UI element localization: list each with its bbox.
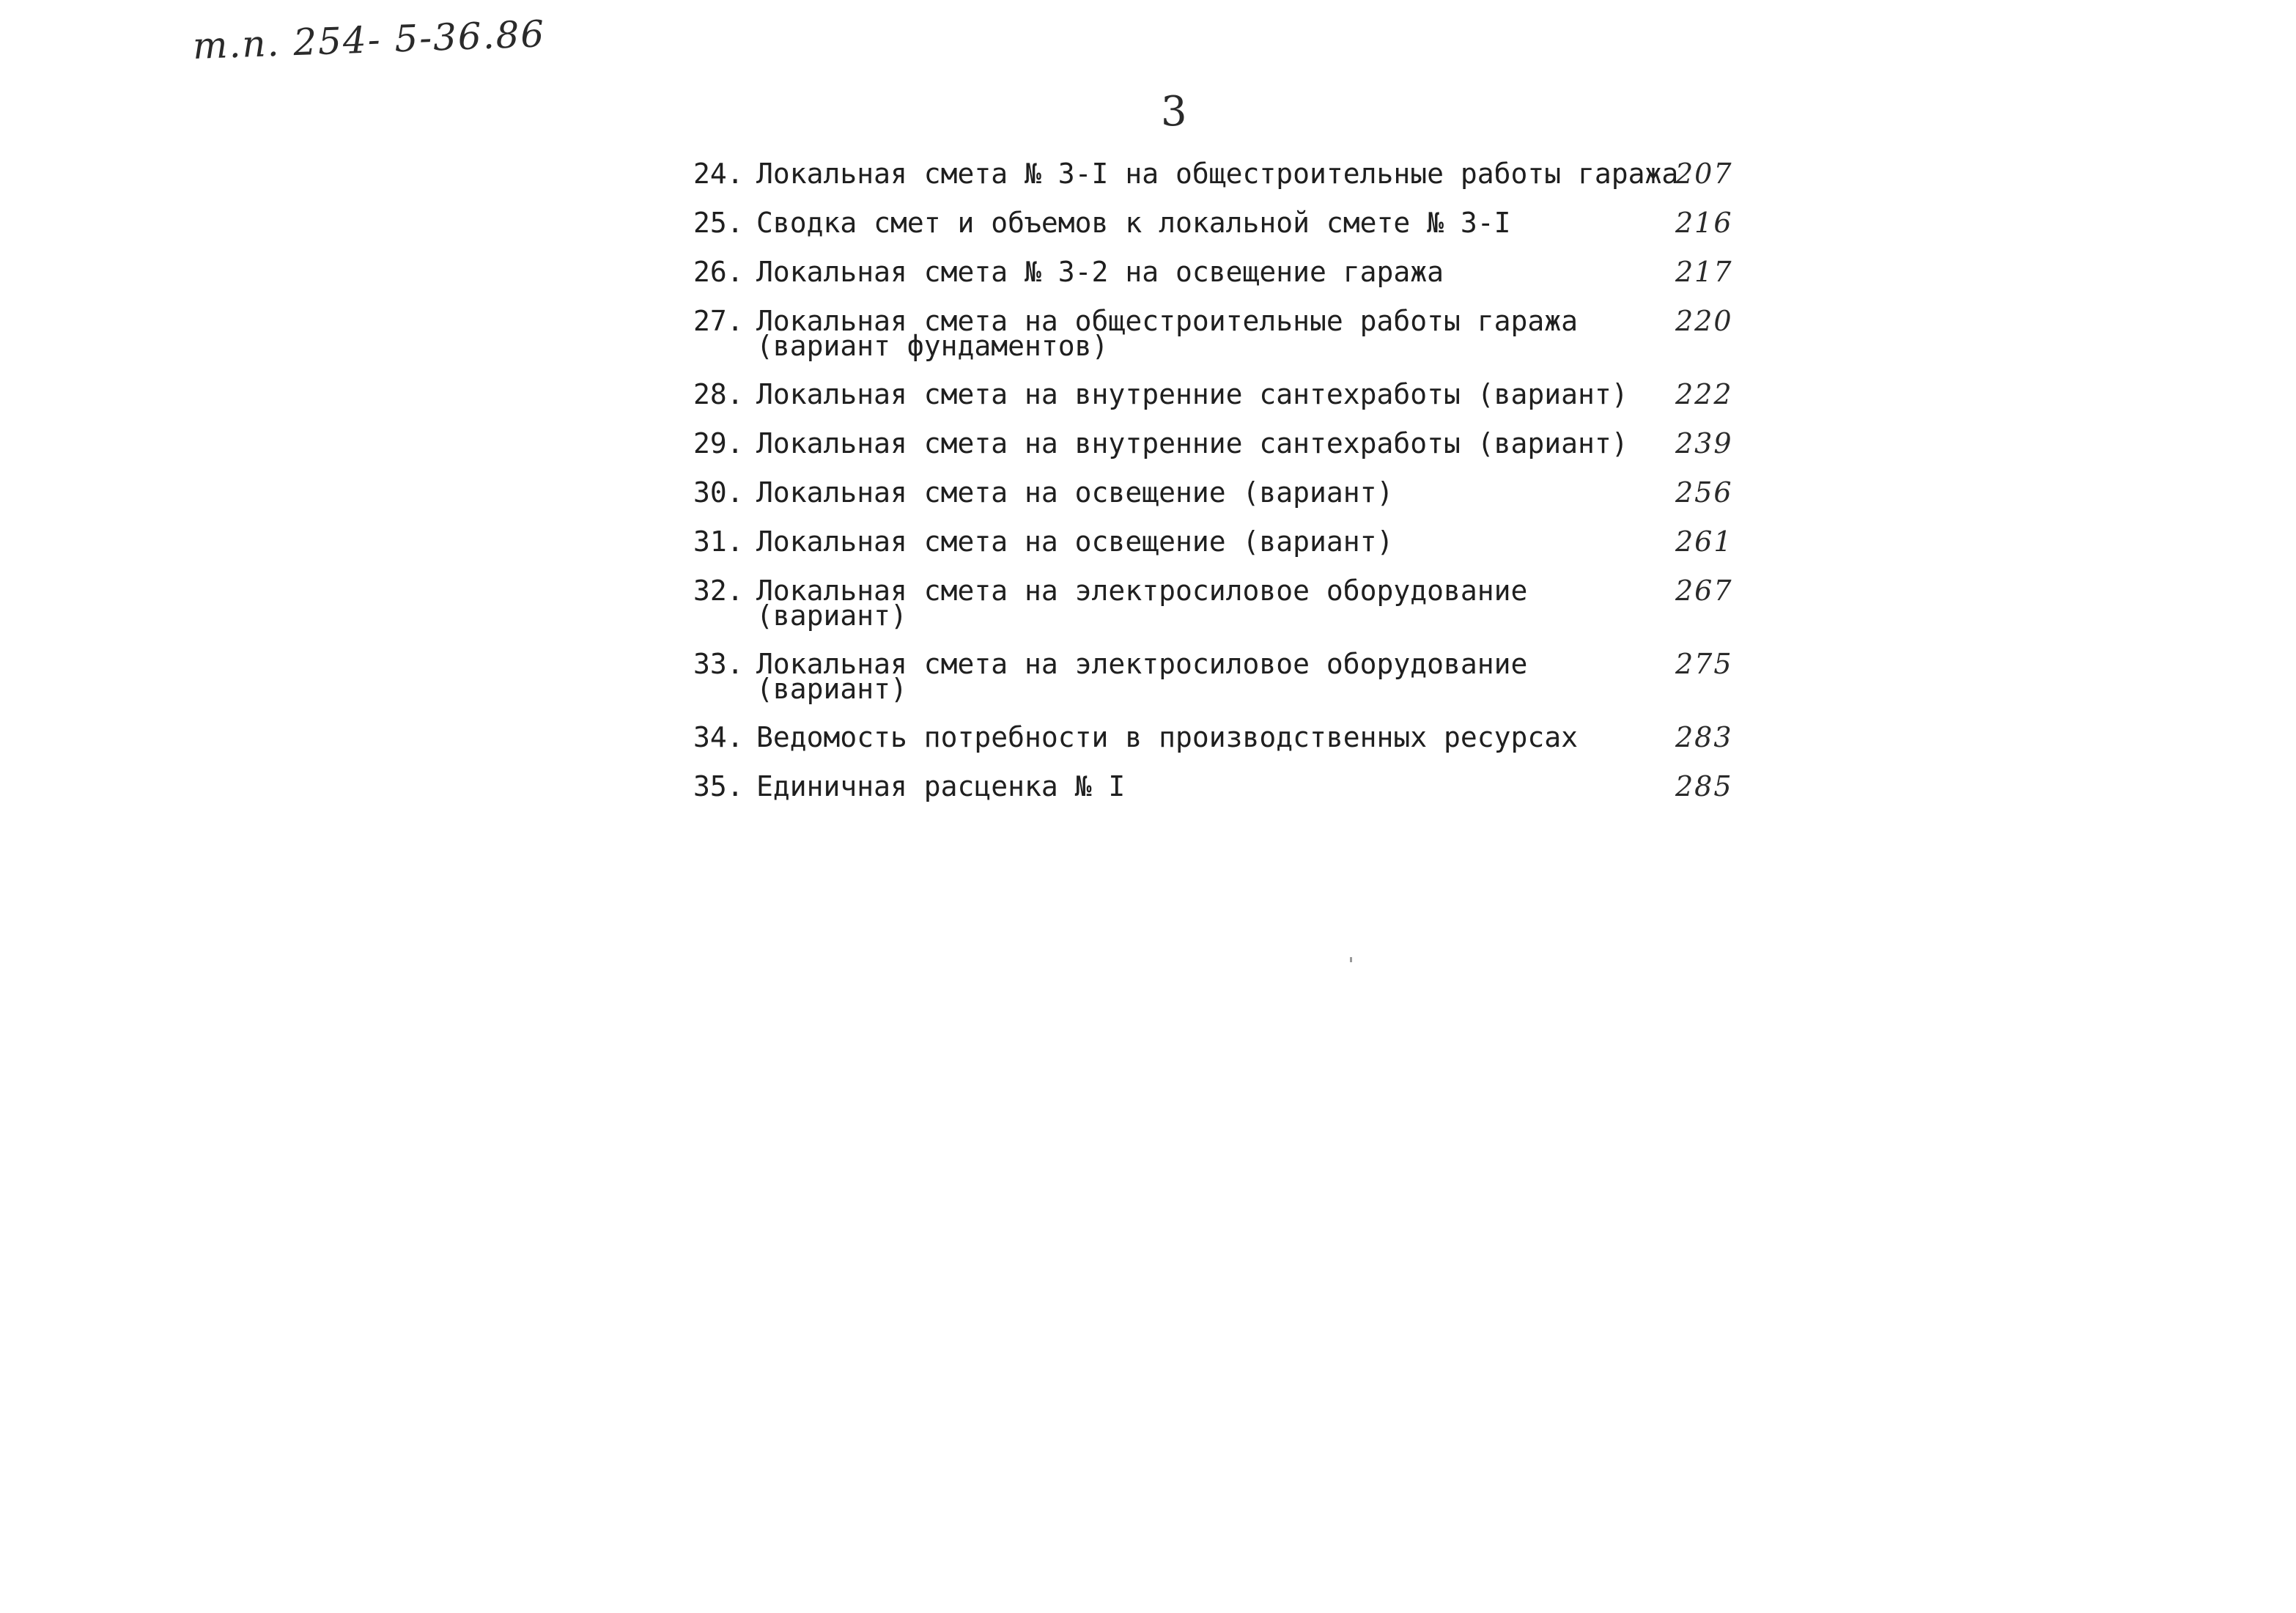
toc-entry-26 [693,256,1749,309]
toc-entry-25 [693,207,1749,259]
toc-entry-35 [693,770,1749,823]
entry-number: 25. [693,207,744,239]
entry-title: Локальная смета на освещение (вариант) [756,476,1394,509]
toc-entry-28 [693,378,1749,431]
entry-page: 285 [1675,770,1733,802]
entry-page: 256 [1675,476,1733,509]
entry-page: 220 [1675,305,1733,337]
entry-title: Локальная смета на внутренние сантехработы (вариант) [756,427,1628,459]
entry-number: 26. [693,256,744,288]
entry-number: 34. [693,721,744,753]
drawing-code: т.п. 254- 5-36.86 [192,12,547,67]
entry-title: Локальная смета № 3-I на общестроительные работы гаража [756,158,1679,190]
entry-title: Сводка смет и объемов к локальной смете № 3-I [756,207,1511,239]
entry-page: 267 [1675,575,1733,607]
entry-page: 222 [1675,378,1733,410]
entry-title: Локальная смета на общестроительные работы гаража (вариант фундаментов) [756,305,1579,362]
toc-entry-29 [693,427,1749,480]
entry-page: 283 [1675,721,1733,753]
entry-number: 32. [693,575,744,607]
entry-title: Локальная смета на освещение (вариант) [756,525,1394,558]
toc-entry-32 [693,575,1749,652]
entry-number: 35. [693,770,744,802]
entry-title: Единичная расценка № I [756,770,1126,802]
scan-speck [1350,957,1352,962]
entry-title: Локальная смета на внутренние сантехработы (вариант) [756,378,1628,410]
entry-page: 217 [1675,256,1733,288]
toc-entry-33 [693,648,1749,725]
toc-entry-34 [693,721,1749,774]
entry-page: 216 [1675,207,1733,239]
entry-title: Локальная смета на электросиловое оборудование (вариант) [756,648,1528,705]
entry-number: 24. [693,158,744,190]
entry-page: 239 [1675,427,1733,459]
entry-number: 29. [693,427,744,459]
entry-page: 207 [1675,158,1733,190]
entry-number: 31. [693,525,744,558]
entry-title: Локальная смета № 3-2 на освещение гаража [756,256,1444,288]
page-number: 3 [1161,88,1189,136]
toc-entry-31 [693,525,1749,578]
entry-number: 33. [693,648,744,680]
toc-entry-27 [693,305,1749,382]
entry-page: 275 [1675,648,1733,680]
entry-title: Ведомость потребности в производственных ресурсах [756,721,1579,753]
entry-number: 27. [693,305,744,337]
entry-number: 28. [693,378,744,410]
table-of-contents [693,158,1749,823]
entry-page: 261 [1675,525,1733,558]
entry-number: 30. [693,476,744,509]
toc-entry-30 [693,476,1749,529]
toc-entry-24 [693,158,1749,210]
entry-title: Локальная смета на электросиловое оборудование (вариант) [756,575,1528,632]
